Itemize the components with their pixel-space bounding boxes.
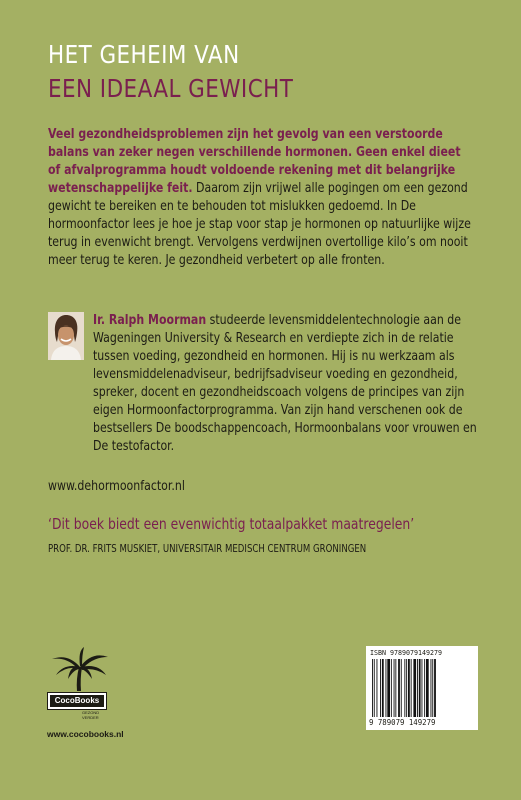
- intro-paragraph: [48, 126, 474, 270]
- intro-body: Daarom zijn vrijwel alle pogingen om een gezond gewicht te bereiken en te behouden tot mislukken gedoemd. In De hormoonfactor lees je hoe je stap voor stap je hormonen op natuurlijke wijze terug in evenwicht brengt. Vervolgens verdwijnen overtollige kilo’s om nooit meer terug te keren. Je gezondheid verbetert op alle fronten.: [48, 181, 471, 268]
- title-line-2: EEN IDEAAL GEWICHT: [48, 74, 294, 103]
- barcode-bars: [372, 659, 472, 717]
- author-bio: [93, 312, 492, 456]
- author-bio-text: studeerde levensmiddelentechnologie aan de Wageningen University & Research en verdiepte zich in de relatie tussen voeding, gezondheid en hormonen. Hij is nu werkzaam als levensmiddelenadviseur, bedrijfsadviseur voeding en gezondheid, spreker, docent en gezondheidscoach volgens de principes van zijn eigen Hormoonfactorprogramma. Van zijn hand verschenen ook de bestsellers De boodschappencoach, Hormoonbalans voor vrouwen en De testofactor.: [93, 313, 477, 454]
- website-link[interactable]: www.dehormoonfactor.nl: [48, 479, 185, 494]
- publisher-name: CocoBooks: [50, 695, 104, 707]
- author-name: Ir. Ralph Moorman: [93, 313, 207, 328]
- quote-attribution: PROF. DR. FRITS MUSKIET, UNIVERSITAIR MEDISCH CENTRUM GRONINGEN: [48, 542, 367, 555]
- publisher-tagline: GEZOND VERDER: [82, 710, 100, 720]
- author-photo: [48, 312, 84, 360]
- barcode-digits: 9 789079 149279: [369, 718, 436, 727]
- publisher-site[interactable]: www.cocobooks.nl: [47, 729, 124, 739]
- quote-text: ‘Dit boek biedt een evenwichtig totaalpakket maatregelen’: [48, 515, 415, 533]
- barcode: [366, 646, 478, 730]
- publisher-logo: [47, 692, 107, 710]
- title-line-1: HET GEHEIM VAN: [48, 40, 240, 69]
- isbn-text: ISBN 9789079149279: [370, 649, 443, 657]
- intro-highlight: Veel gezondheidsproblemen zijn het gevolg van een verstoorde balans van zeker negen verschillende hormonen. Geen enkel dieet of afvalprogramma houdt voldoende rekening met dit belangrijke wetenschappelijke feit.: [48, 127, 461, 196]
